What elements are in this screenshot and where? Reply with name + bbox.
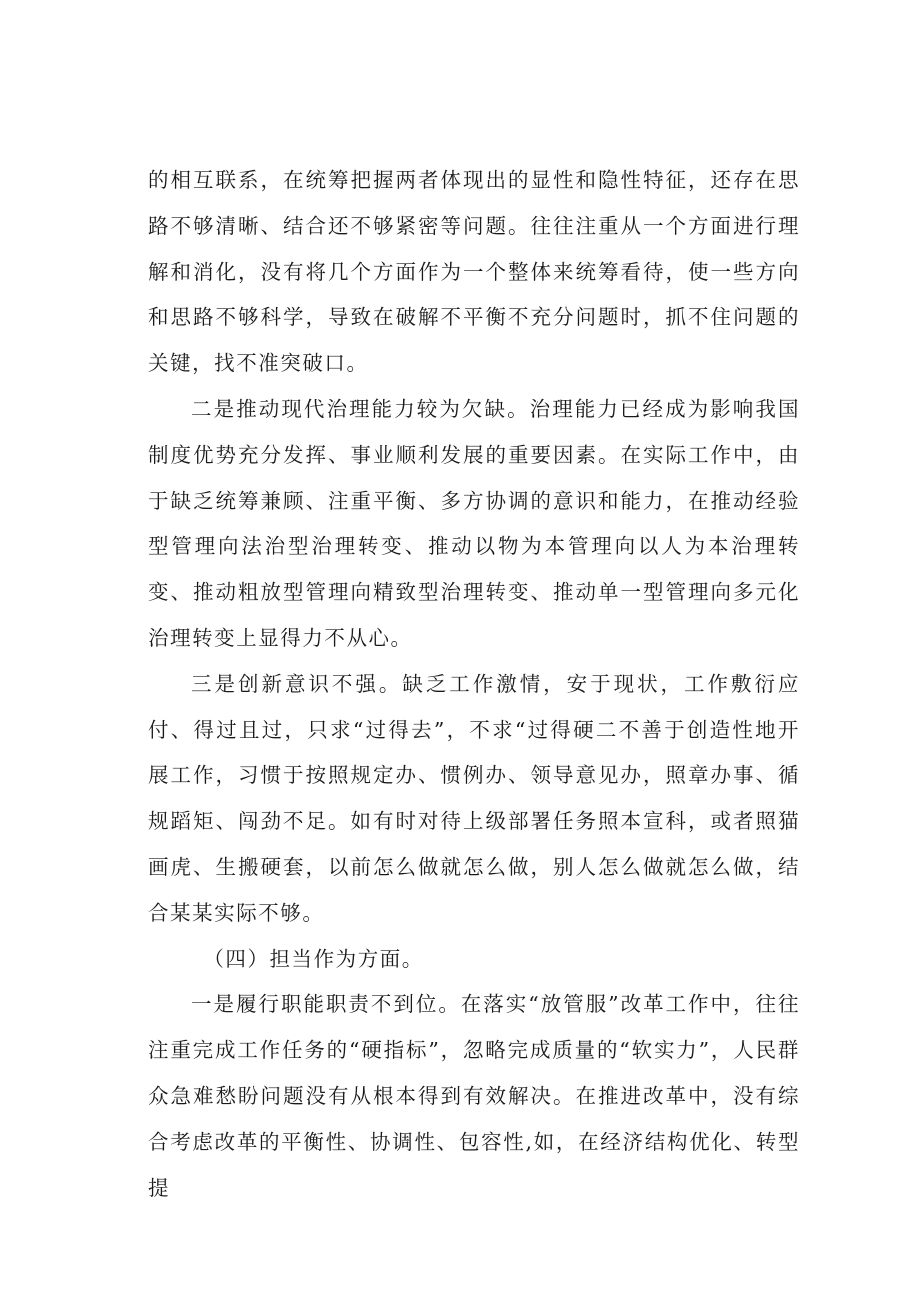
paragraph-innovation-awareness: 三是创新意识不强。缺乏工作激情，安于现状，工作敷衍应付、得过且过，只求“过得去”，不求“过得硬二不善于创造性地开展工作，习惯于按照规定办、惯例办、领导意见办，照章办事、循规蹈矩、闯劲不足。如有时对待上级部署任务照本宣科，或者照猫画虎、生搬硬套，以前怎么做就怎么做，别人怎么做就怎么做，结合某某实际不够。 bbox=[148, 671, 800, 925]
section-heading: （四）担当作为方面。 bbox=[203, 946, 424, 971]
paragraph-governance-capability: 二是推动现代治理能力较为欠缺。治理能力已经成为影响我国制度优势充分发挥、事业顺利发展的重要因素。在实际工作中，由于缺乏统筹兼顾、注重平衡、多方协调的意识和能力，在推动经验型管理向法治型治理转变、推动以物为本管理向以人为本治理转变、推动粗放型管理向精致型治理转变、推动单一型管理向多元化治理转变上显得力不从心。 bbox=[148, 396, 800, 650]
paragraph-duty-performance: 一是履行职能职责不到位。在落实“放管服”改革工作中，往往注重完成工作任务的“硬指标”，忽略完成质量的“软实力”，人民群众急难愁盼问题没有从根本得到有效解决。在推进改革中，没有综合考虑改革的平衡性、协调性、包容性,如，在经济结构优化、转型提 bbox=[148, 992, 800, 1200]
document-body bbox=[148, 158, 800, 1211]
paragraph-continuation: 的相互联系，在统筹把握两者体现出的显性和隐性特征，还存在思路不够清晰、结合还不够紧密等问题。往往注重从一个方面进行理解和消化，没有将几个方面作为一个整体来统筹看待，使一些方向和思路不够科学，导致在破解不平衡不充分问题时，抓不住问题的关键，找不准突破口。 bbox=[148, 168, 800, 376]
